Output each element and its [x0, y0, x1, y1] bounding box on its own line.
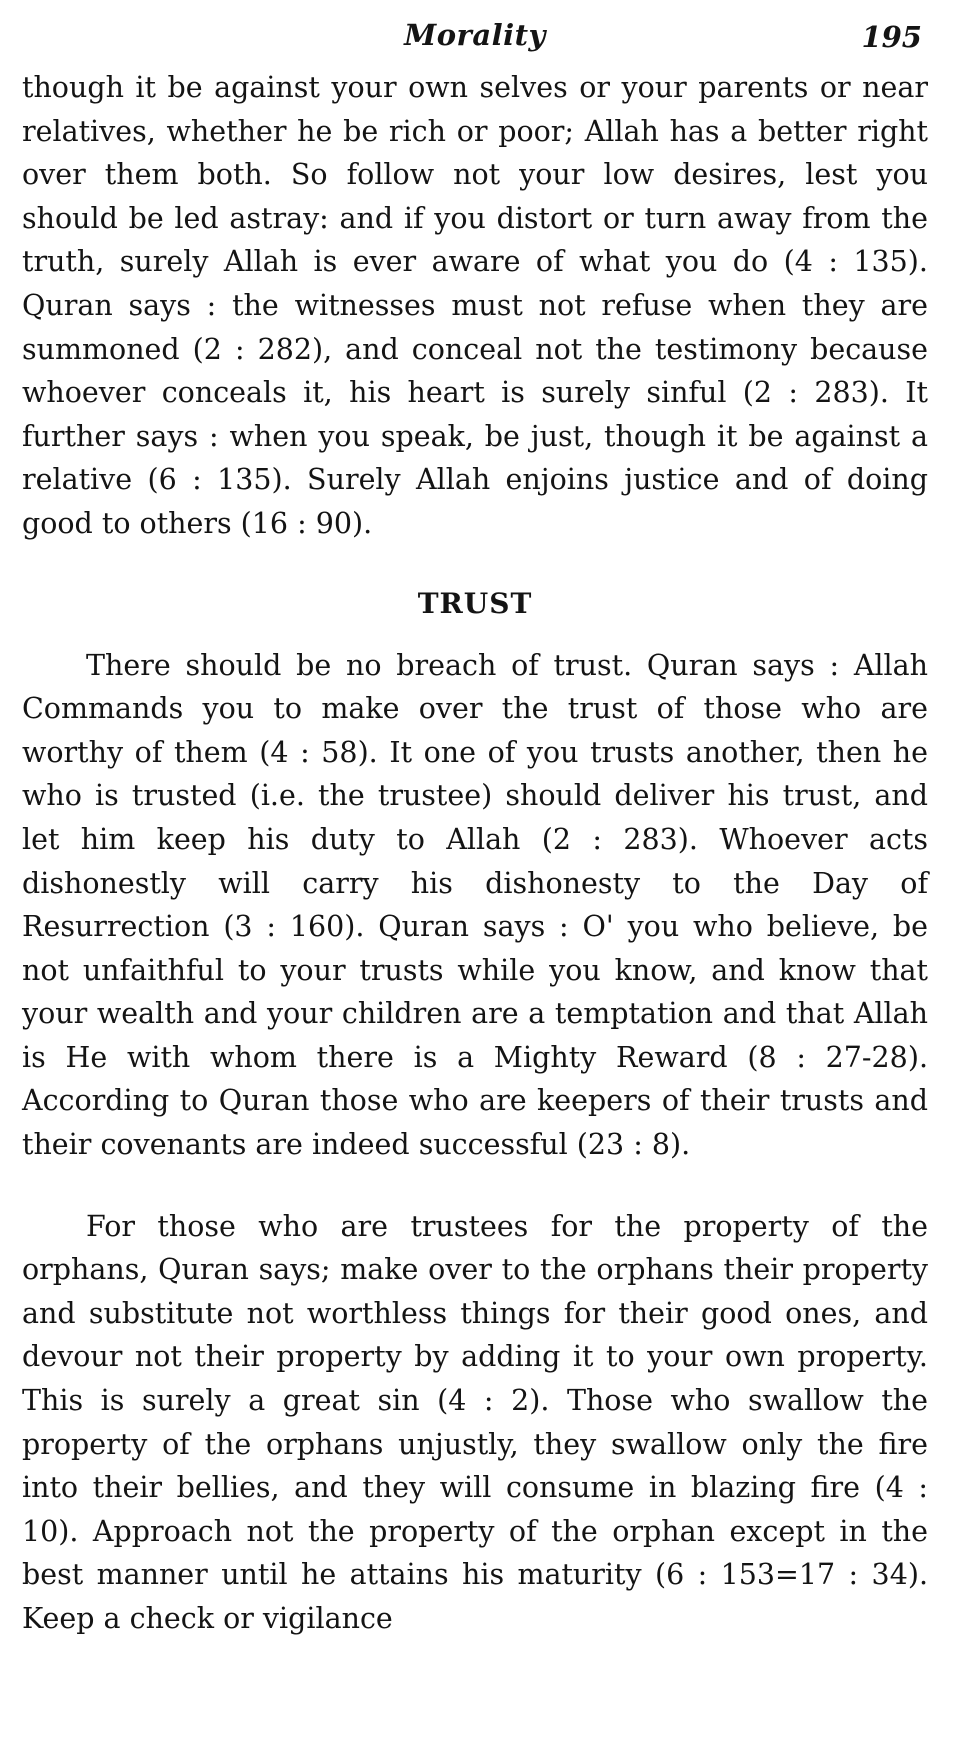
- book-page: [22, 18, 928, 1641]
- running-title: Morality: [404, 18, 546, 52]
- paragraph-continuation: though it be against your own selves or your parents or near relatives, whether he be rich or poor; Allah has a better right over them both. So follow not your low desires, lest you should be led astray: and if you distort or turn away from the truth, surely Allah is ever aware of what you do (4 : 135). Quran says : the witnesses must not refuse when they are summoned (2 : 282), and conceal not the testimony because whoever conceals it, his heart is surely sinful (2 : 283). It further says : when you speak, be just, though it be against a relative (6 : 135). Surely Allah enjoins justice and of doing good to others (16 : 90).: [22, 71, 928, 540]
- section-heading-trust: TRUST: [417, 586, 533, 620]
- running-header: [22, 18, 928, 62]
- page-number: 195: [861, 20, 922, 54]
- paragraph-trust: There should be no breach of trust. Quran says : Allah Commands you to make over the trust of those who are worthy of them (4 : 58). It one of you trusts another, then he who is trusted (i.e. the trustee) should deliver his trust, and let him keep his duty to Allah (2 : 283). Whoever acts dishonestly will carry his dishonesty to the Day of Resurrection (3 : 160). Quran says : O' you who believe, be not unfaithful to your trusts while you know, and know that your wealth and your children are a temptation and that Allah is He with whom there is a Mighty Reward (8 : 27-28). According to Quran those who are keepers of their trusts and their covenants are indeed successful (23 : 8).: [22, 648, 928, 1162]
- paragraph-orphans: For those who are trustees for the property of the orphans, Quran says; make over to the orphans their property and substitute not worthless things for their good ones, and devour not their property by adding it to your own property. This is surely a great sin (4 : 2). Those who swallow the property of the orphans unjustly, they swallow only the fire into their bellies, and they will consume in blazing fire (4 : 10). Approach not the property of the orphan except in the best manner until he attains his maturity (6 : 153=17 : 34). Keep a check or vigilance: [22, 1209, 928, 1635]
